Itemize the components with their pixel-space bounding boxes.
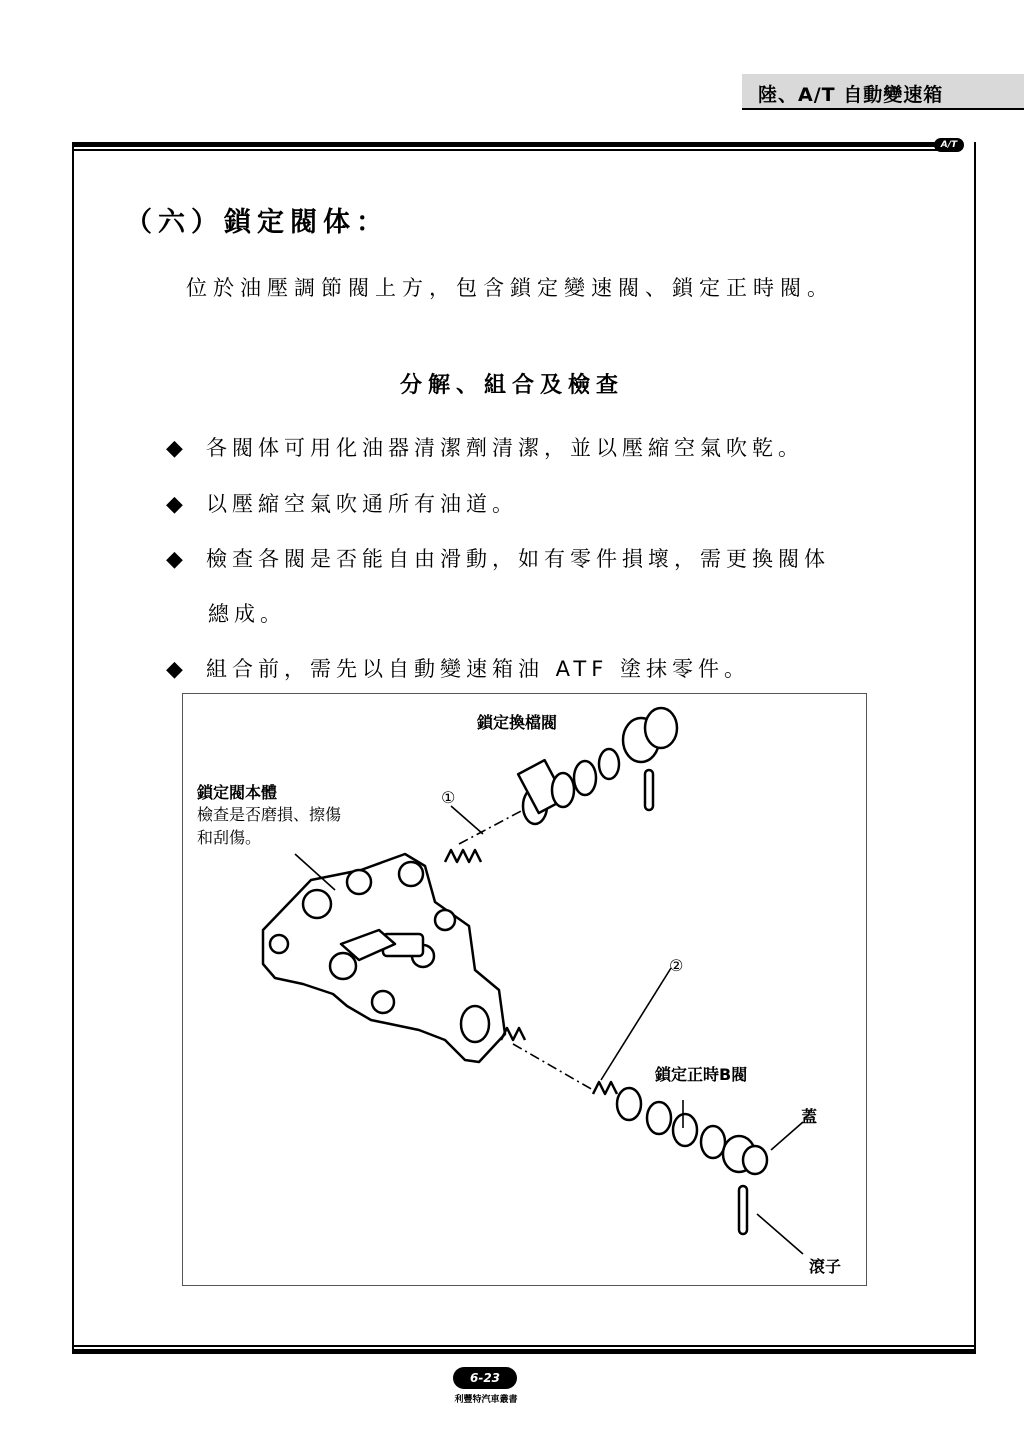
at-logo-badge: A/T bbox=[934, 138, 964, 152]
diamond-bullet-icon: ◆ bbox=[166, 492, 183, 517]
exploded-view-drawing bbox=[183, 694, 866, 1285]
chapter-header: 陸、A/T 自動變速箱 bbox=[758, 84, 944, 106]
label-roller: 滾子 bbox=[809, 1257, 842, 1276]
bullet-item bbox=[166, 488, 518, 518]
section-title: （六）鎖定閥体： bbox=[125, 207, 389, 238]
bullet-item bbox=[166, 432, 804, 462]
bullet-continuation: 總成。 bbox=[208, 602, 286, 626]
top-rule bbox=[72, 142, 942, 147]
page-number-badge: 6-23 bbox=[453, 1367, 517, 1389]
label-cap: 蓋 bbox=[801, 1107, 818, 1126]
bullet-item bbox=[166, 653, 750, 683]
bullet-text: 各閥体可用化油器清潔劑清潔，並以壓縮空氣吹乾。 bbox=[206, 436, 804, 460]
label-body-note-2: 和刮傷。 bbox=[197, 828, 262, 847]
label-body-note-1: 檢查是否磨損、擦傷 bbox=[197, 805, 342, 824]
upper-spring bbox=[445, 850, 481, 862]
bullet-text: 組合前，需先以自動變速箱油 ATF 塗抹零件。 bbox=[206, 657, 750, 681]
bullet-text: 以壓縮空氣吹通所有油道。 bbox=[206, 492, 518, 516]
timing-valve-spool bbox=[617, 1088, 725, 1158]
label-timing-valve: 鎖定正時B閥 bbox=[655, 1065, 748, 1084]
upper-cap bbox=[623, 708, 677, 762]
upper-roller-pin bbox=[645, 770, 653, 810]
publisher-name: 利豐特汽車叢書 bbox=[454, 1395, 518, 1405]
bottom-rule bbox=[72, 1349, 974, 1354]
bullet-item bbox=[166, 543, 830, 573]
lower-roller-pin bbox=[739, 1186, 747, 1234]
diamond-bullet-icon: ◆ bbox=[166, 436, 183, 461]
shift-valve-spool bbox=[518, 749, 619, 824]
diamond-bullet-icon: ◆ bbox=[166, 547, 183, 572]
lower-cap bbox=[723, 1136, 767, 1174]
diamond-bullet-icon: ◆ bbox=[166, 657, 183, 682]
intro-paragraph: 位於油壓調節閥上方，包含鎖定變速閥、鎖定正時閥。 bbox=[186, 276, 834, 300]
label-shift-valve: 鎖定換檔閥 bbox=[477, 713, 558, 732]
subheading: 分解、組合及檢查 bbox=[399, 373, 624, 398]
callout-1: ① bbox=[441, 788, 456, 807]
bullet-text: 檢查各閥是否能自由滑動，如有零件損壞，需更換閥体 bbox=[206, 547, 830, 571]
top-rule-thin bbox=[72, 149, 942, 151]
lockup-valve-figure bbox=[182, 693, 867, 1286]
callout-2: ② bbox=[669, 956, 684, 975]
bottom-rule-thin bbox=[72, 1345, 974, 1347]
label-valve-body: 鎖定閥本體 bbox=[197, 783, 278, 802]
